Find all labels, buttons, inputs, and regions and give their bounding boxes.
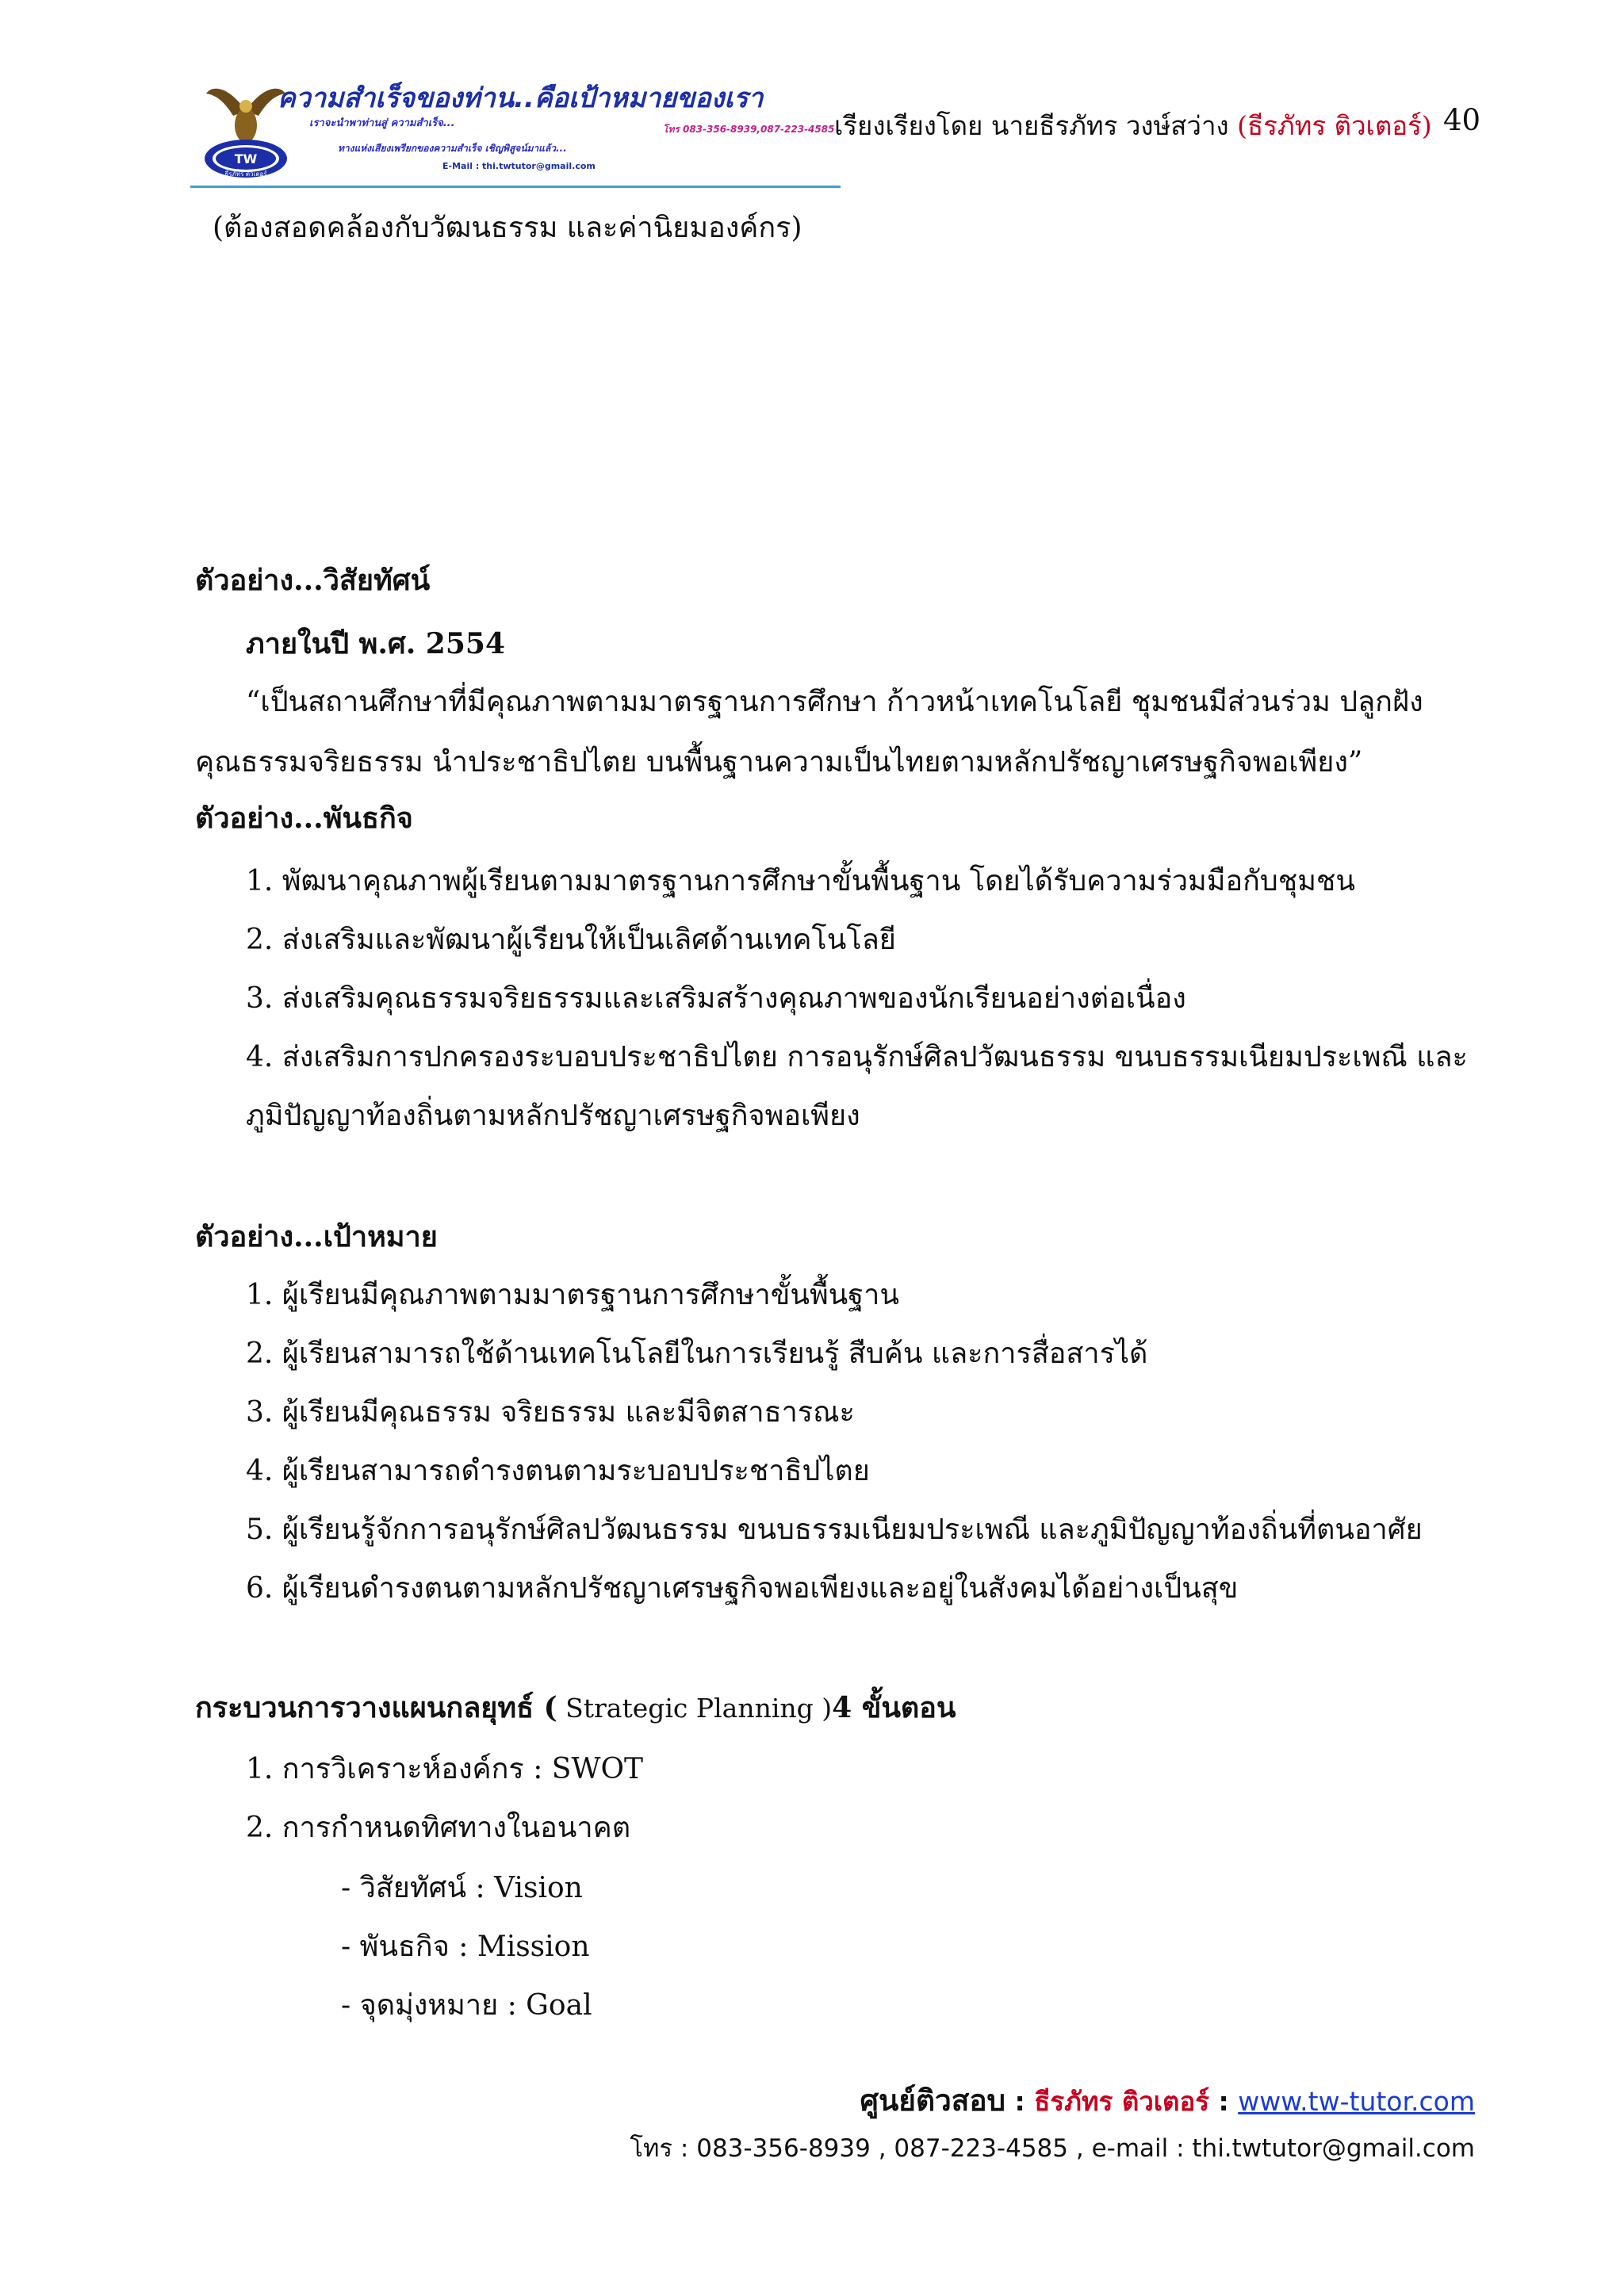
header-logo [190,70,841,189]
goals-heading: ตัวอย่าง...เป้าหมาย [195,1220,438,1253]
vision-text-line-2: คุณธรรมจริยธรรม นำประชาธิปไตย บนพื้นฐานความเป็นไทยตามหลักปรัชญาเศรษฐกิจพอเพียง” [195,746,1363,779]
logo-subslogan-2: ทางแห่งเสียงเพรียกของความสำเร็จ เชิญพิสูจน์มาแล้ว... [338,143,567,154]
goal-item-1: 1. ผู้เรียนมีคุณภาพตามมาตรฐานการศึกษาขั้นพื้นฐาน [246,1279,899,1311]
footer-sep-2: : [1209,2086,1239,2117]
footer-contact: โทร : 083-356-8939 , 087-223-4585 , e-mail : thi.twtutor@gmail.com [630,2134,1475,2163]
footer-center-line [860,2077,1475,2124]
intro-note: (ต้องสอดคล้องกับวัฒนธรรม และค่านิยมองค์กร) [213,212,802,244]
logo-subslogan: เราจะนำพาท่านสู่ ความสำเร็จ... [309,117,455,129]
author-highlight: (ธีรภัทร ติวเตอร์) [1237,110,1432,141]
logo-slogan: ความสำเร็จของท่าน..คือเป้าหมายของเรา [278,82,764,114]
mission-item-4: 4. ส่งเสริมการปกครองระบอบประชาธิปไตย การอนุรักษ์ศิลปวัฒนธรรม ขนบธรรมเนียมประเพณี และ [246,1041,1468,1073]
mission-item-1: 1. พัฒนาคุณภาพผู้เรียนตามมาตรฐานการศึกษาขั้นพื้นฐาน โดยได้รับความร่วมมือกับชุมชน [246,865,1355,897]
planning-heading [195,1690,956,1726]
footer-sep-1: : [1005,2086,1035,2117]
author-name: เรียงเรียงโดย นายธีรภัทร วงษ์สว่าง [834,110,1229,141]
planning-item-1: 1. การวิเคราะห์องค์กร : SWOT [246,1753,643,1785]
logo-phone: โทร 083-356-8939,087-223-4585 [663,124,835,135]
planning-heading-prefix: กระบวนการวางแผนกลยุทธ์ ( [195,1691,557,1724]
planning-item-2: 2. การกำหนดทิศทางในอนาคต [246,1812,631,1844]
logo-seal-text: ธีรภัทร ติวเตอร์ [224,170,267,178]
goal-item-6: 6. ผู้เรียนดำรงตนตามหลักปรัชญาเศรษฐกิจพอเพียงและอยู่ในสังคมได้อย่างเป็นสุข [246,1572,1239,1605]
goal-item-2: 2. ผู้เรียนสามารถใช้ด้านเทคโนโลยีในการเรียนรู้ สืบค้น และการสื่อสารได้ [246,1337,1148,1370]
goal-item-3: 3. ผู้เรียนมีคุณธรรม จริยธรรม และมีจิตสาธารณะ [246,1396,855,1429]
footer-website-link[interactable]: www.tw-tutor.com [1238,2086,1475,2117]
planning-subitem-goal: - จุดมุ่งหมาย : Goal [341,1989,592,2022]
mission-item-2: 2. ส่งเสริมและพัฒนาผู้เรียนให้เป็นเลิศด้านเทคโนโลยี [246,924,896,956]
mission-item-3: 3. ส่งเสริมคุณธรรมจริยธรรมและเสริมสร้างคุณภาพของนักเรียนอย่างต่อเนื่อง [246,982,1186,1015]
mission-heading: ตัวอย่าง...พันธกิจ [195,802,413,835]
goal-item-4: 4. ผู้เรียนสามารถดำรงตนตามระบอบประชาธิปไตย [246,1455,870,1487]
planning-heading-en: Strategic Planning ) [557,1693,833,1724]
header-rule [190,186,841,188]
logo-email: E-Mail : thi.twtutor@gmail.com [442,161,596,171]
author-credit [834,105,1432,147]
goal-item-5: 5. ผู้เรียนรู้จักการอนุรักษ์ศิลปวัฒนธรรม ขนบธรรมเนียมประเพณี และภูมิปัญญาท้องถิ่นที่ตนอาศัย [246,1513,1423,1546]
logo-badge: TW [234,151,258,166]
vision-text-line-1: “เป็นสถานศึกษาที่มีคุณภาพตามมาตรฐานการศึกษา ก้าวหน้าเทคโนโลยี ชุมชนมีส่วนร่วม ปลูกฝัง [246,686,1423,718]
footer-center-label: ศูนย์ติวสอบ [860,2084,1006,2118]
planning-subitem-vision: - วิสัยทัศน์ : Vision [341,1872,583,1904]
vision-heading: ตัวอย่าง...วิสัยทัศน์ [195,564,431,597]
page-number: 40 [1443,103,1481,137]
mission-item-4-continued: ภูมิปัญญาท้องถิ่นตามหลักปรัชญาเศรษฐกิจพอเพียง [246,1100,860,1132]
planning-subitem-mission: - พันธกิจ : Mission [341,1931,590,1963]
planning-heading-suffix: 4 ขั้นตอน [832,1691,956,1724]
footer-brand: ธีรภัทร ติวเตอร์ [1034,2086,1210,2117]
vision-subheading: ภายในปี พ.ศ. 2554 [246,627,505,660]
